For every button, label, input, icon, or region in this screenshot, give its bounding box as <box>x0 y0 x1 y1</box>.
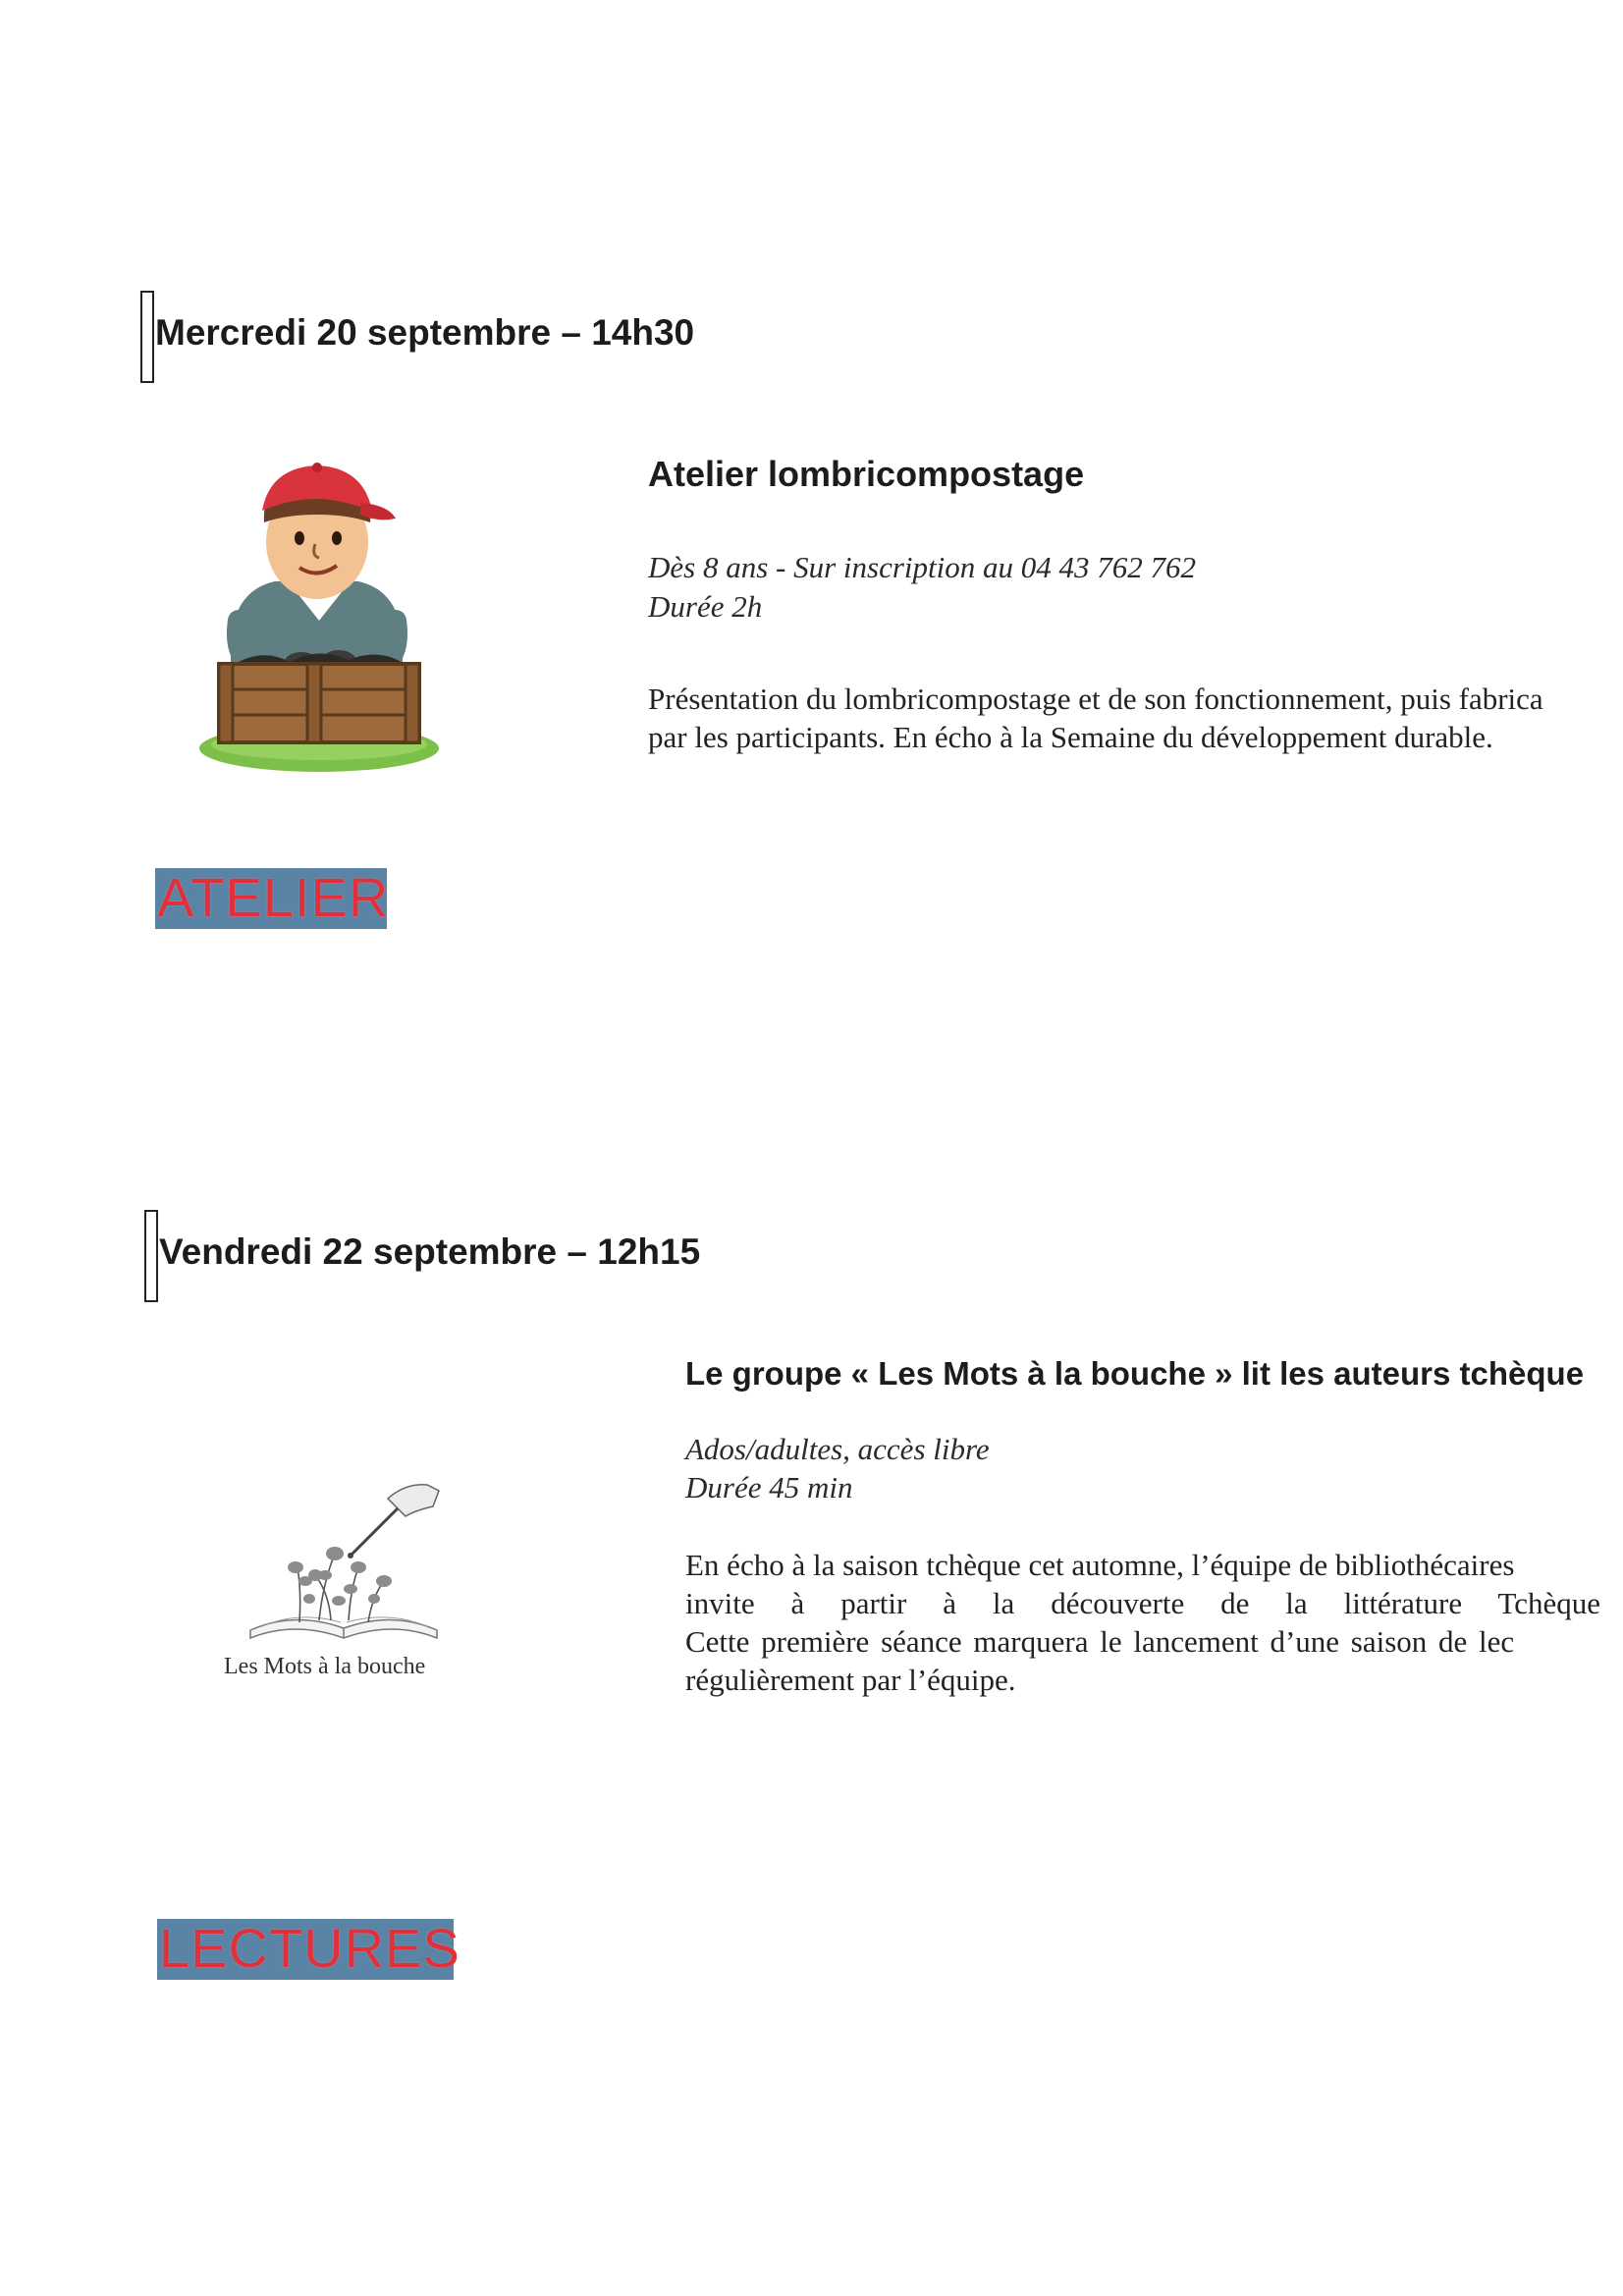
description-line: Présentation du lombricompostage et de son fonctionnement, puis fabrica <box>648 682 1543 716</box>
event-title: Atelier lombricompostage <box>648 454 1085 494</box>
gardener-compost-illustration <box>191 454 447 778</box>
event-description <box>685 1546 1600 1699</box>
event-description <box>648 680 1598 756</box>
book-plants-logo <box>241 1473 447 1645</box>
category-tag-atelier: ATELIER <box>157 866 390 928</box>
logo-caption: Les Mots à la bouche <box>224 1654 426 1679</box>
date-marker <box>144 1210 158 1302</box>
event-meta-line: Ados/adultes, accès libre <box>685 1432 990 1466</box>
event-meta-line: Dès 8 ans - Sur inscription au 04 43 762 762 <box>648 550 1196 584</box>
description-line: régulièrement par l’équipe. <box>685 1663 1016 1697</box>
description-line: En écho à la saison tchèque cet automne, l’équipe de bibliothécaires <box>685 1548 1515 1582</box>
event-meta <box>685 1430 1569 1506</box>
event-title: Le groupe « Les Mots à la bouche » lit les auteurs tchèque <box>685 1355 1585 1392</box>
description-line: invite à partir à la découverte de la littérature Tchèque <box>685 1586 1600 1620</box>
event-date-heading: Vendredi 22 septembre – 12h15 <box>159 1231 701 1272</box>
description-line: par les participants. En écho à la Semaine du développement durable. <box>648 720 1493 754</box>
date-marker <box>140 291 154 383</box>
event-date-heading: Mercredi 20 septembre – 14h30 <box>155 312 695 353</box>
category-tag-lectures: LECTURES <box>159 1917 460 1979</box>
event-meta <box>648 548 1532 627</box>
event-meta-line: Durée 2h <box>648 589 763 624</box>
description-line: Cette première séance marquera le lancement d’une saison de lec <box>685 1624 1515 1659</box>
event-meta-line: Durée 45 min <box>685 1470 853 1504</box>
